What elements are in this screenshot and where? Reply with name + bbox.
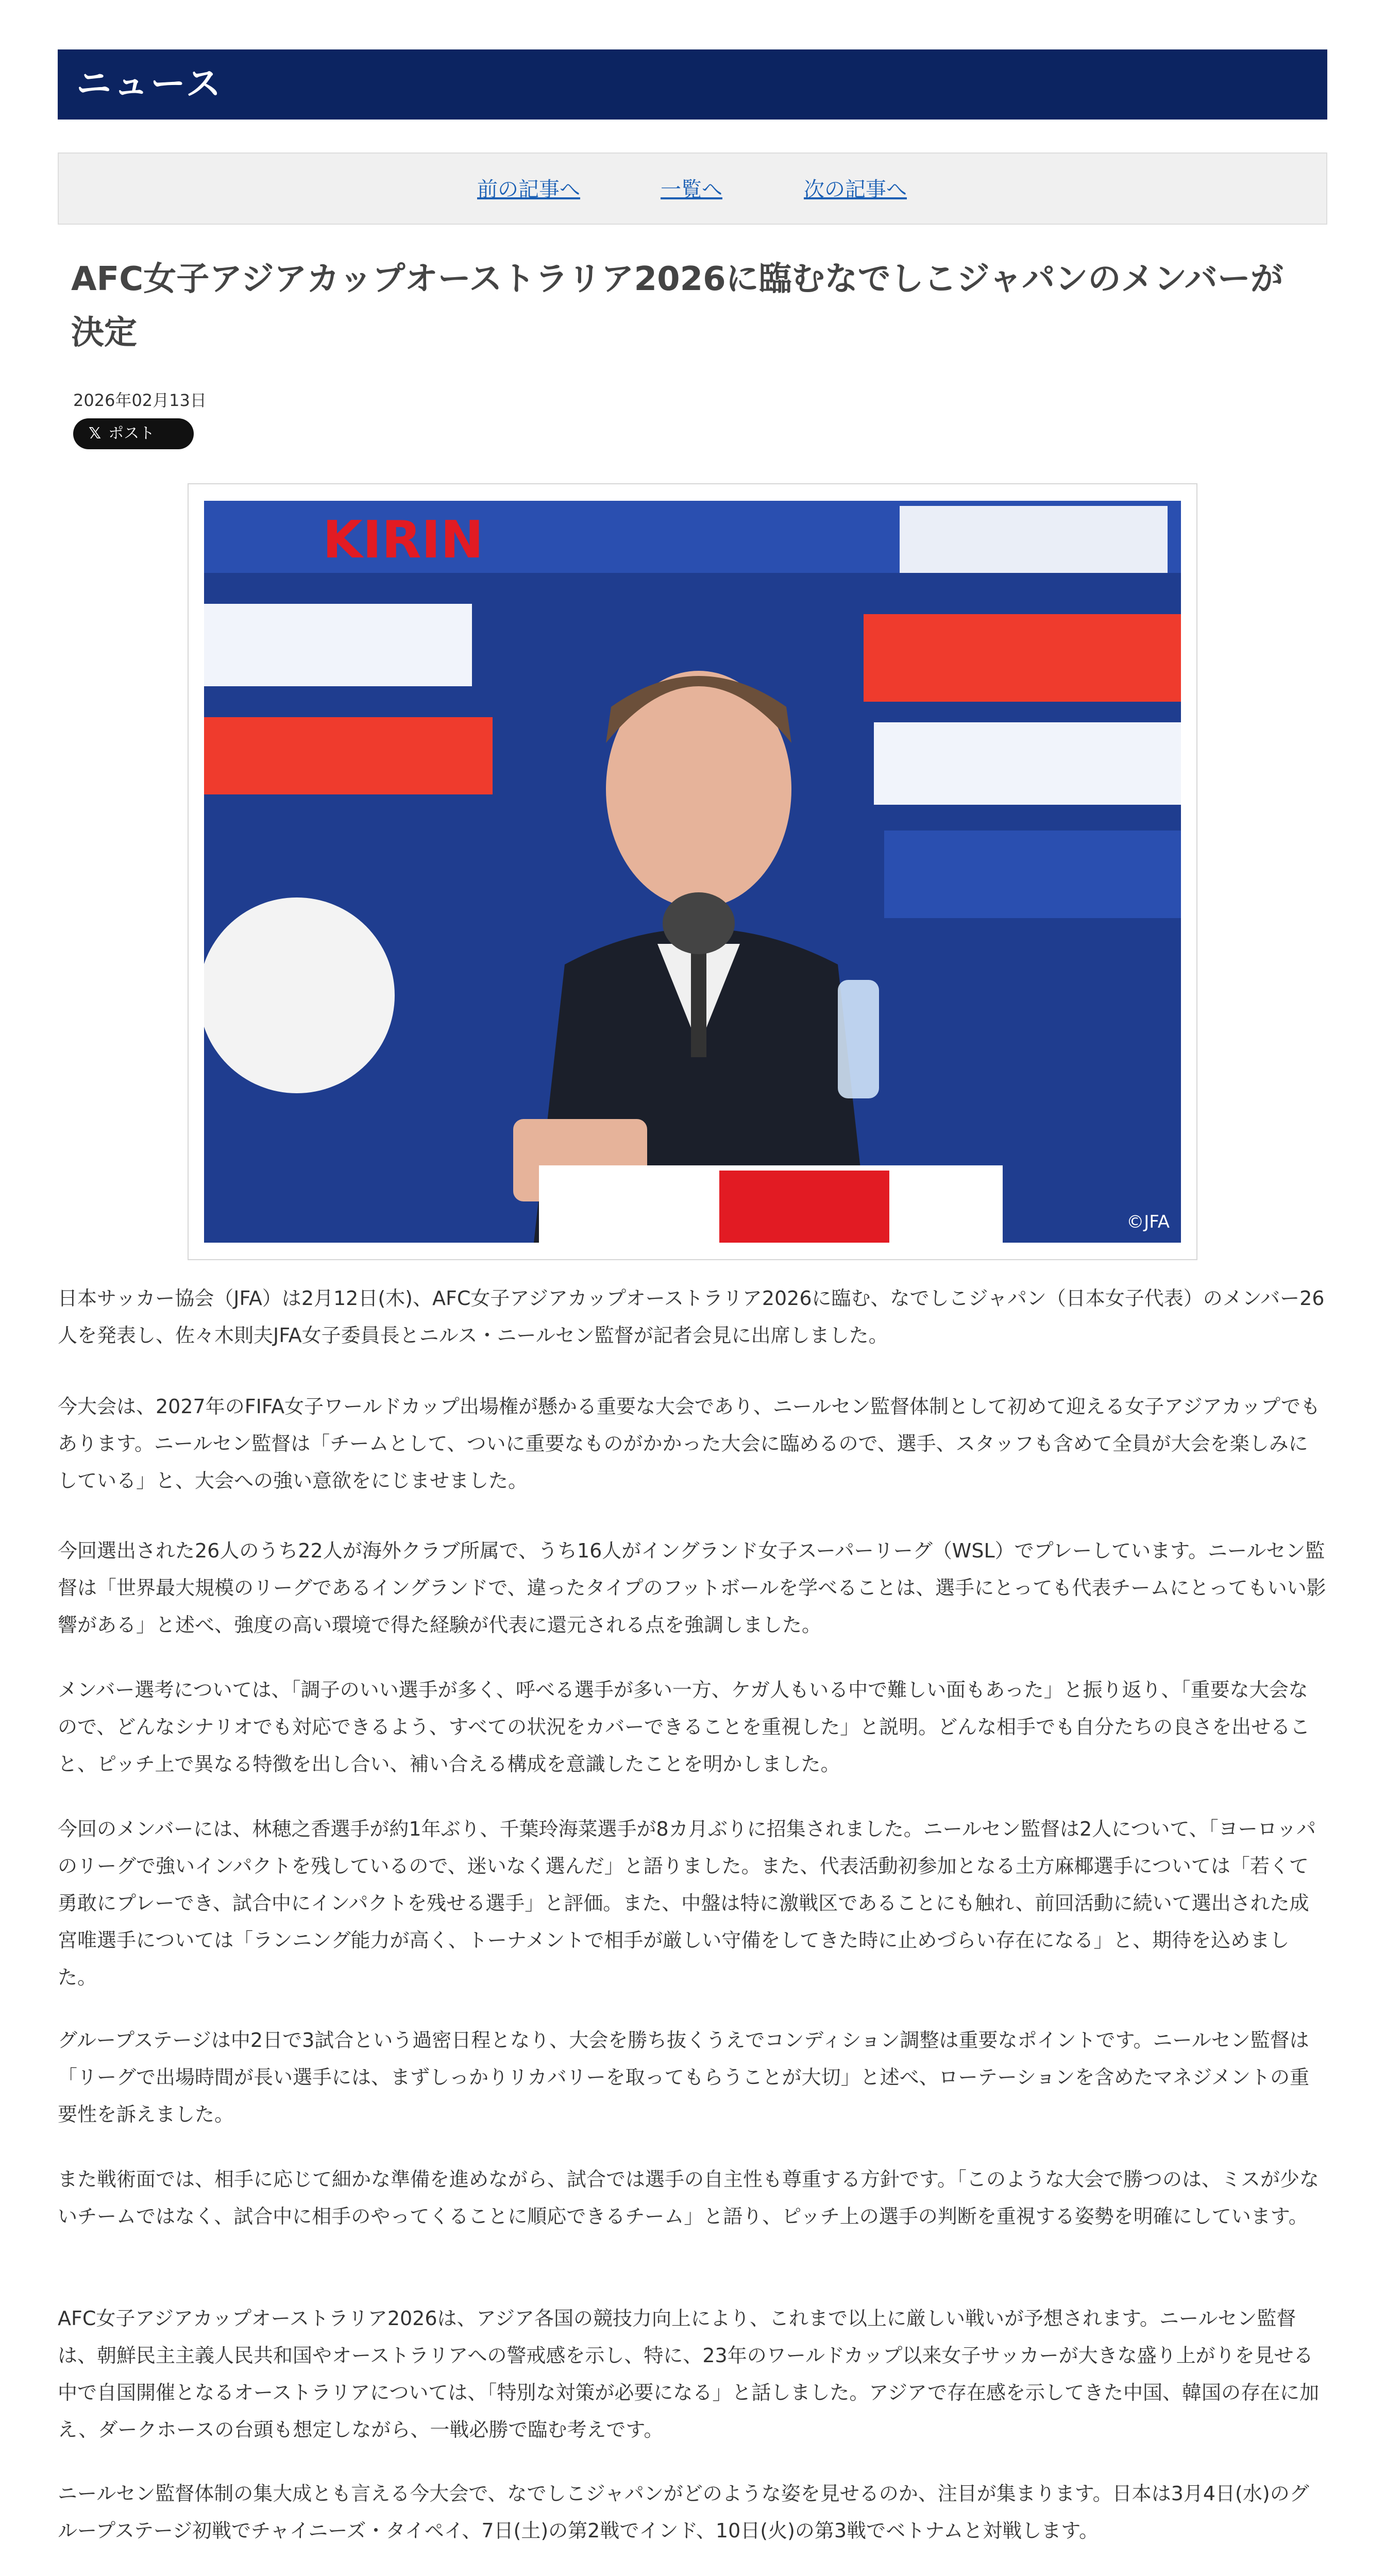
article-paragraph-7: また戦術面では、相手に応じて細かな準備を進めながら、試合では選手の自主性も尊重する方針です。「このような大会で勝つのは、ミスが少ないチームではなく、試合中に相手のやってくることに順応できるチーム」と語り、ピッチ上の選手の判断を重視する姿勢を明確にしています。	[58, 2168, 1319, 2228]
next-article-link[interactable]: 次の記事へ	[804, 178, 907, 201]
press-conference-photo-nielsen	[204, 501, 1181, 1243]
prev-article-link[interactable]: 前の記事へ	[477, 178, 580, 201]
article-paragraph-2: 今大会は、2027年のFIFA女子ワールドカップ出場権が懸かる重要な大会であり、ニールセン監督体制として初めて迎える女子アジアカップでもあります。ニールセン監督は「チームとして、ついに重要なものがかかった大会に臨めるので、選手、スタッフも含めて全員が大会を楽しみにしている」と、大会への強い意欲をにじませました。	[58, 1395, 1320, 1492]
x-post-button[interactable]	[73, 418, 194, 449]
article-title: AFC女子アジアカップオーストラリア2026に臨むなでしこジャパンのメンバーが決定	[71, 260, 1283, 352]
article-pager	[58, 152, 1327, 225]
article-list-link[interactable]: 一覧へ	[661, 178, 722, 201]
page-header: ニュース	[58, 49, 1327, 120]
article-paragraph-3: 今回選出された26人のうち22人が海外クラブ所属で、うち16人がイングランド女子スーパーリーグ（WSL）でプレーしています。ニールセン監督は「世界最大規模のリーグであるイングランドで、違ったタイプのフットボールを学べることは、選手にとっても代表チームにとってもいい影響がある」と述べ、強度の高い環境で得た経験が代表に還元される点を強調しました。	[58, 1539, 1326, 1636]
x-logo-icon: 𝕏	[89, 425, 102, 443]
article-paragraph-4: メンバー選考については、「調子のいい選手が多く、呼べる選手が多い一方、ケガ人もいる中で難しい面もあった」と振り返り、「重要な大会なので、どんなシナリオでも対応できるよう、すべての状況をカバーできることを重視した」と説明。どんな相手でも自分たちの良さを出せること、ピッチ上で異なる特徴を出し合い、補い合える構成を意識したことを明かしました。	[58, 1679, 1310, 1775]
svg-text:KIRIN: KIRIN	[323, 510, 484, 570]
article-paragraph-1: 日本サッカー協会（JFA）は2月12日(木)、AFC女子アジアカップオーストラリア2026に臨む、なでしこジャパン（日本女子代表）のメンバー26人を発表し、佐々木則夫JFA女子委員長とニルス・ニールセン監督が記者会見に出席しました。	[58, 1287, 1325, 1347]
article-paragraph-8: AFC女子アジアカップオーストラリア2026は、アジア各国の競技力向上により、これまで以上に厳しい戦いが予想されます。ニールセン監督は、朝鮮民主主義人民共和国やオーストラリアへの警戒感を示し、特に、23年のワールドカップ以来女子サッカーが大きな盛り上がりを見せる中で自国開催となるオーストラリアについては、「特別な対策が必要になる」と話しました。アジアで存在感を示してきた中国、韓国の存在に加え、ダークホースの台頭も想定しながら、一戦必勝で臨む考えです。	[58, 2307, 1319, 2441]
article-date: 2026年02月13日	[73, 391, 207, 410]
photo-credit: ©JFA	[1126, 1212, 1170, 1232]
x-post-label: ポスト	[108, 425, 155, 443]
photo-frame	[188, 483, 1197, 1260]
article-paragraph-9: ニールセン監督体制の集大成とも言える今大会で、なでしこジャパンがどのような姿を見せるのか、注目が集まります。日本は3月4日(水)のグループステージ初戦でチャイニーズ・タイペイ、7日(土)の第2戦でインド、10日(火)の第3戦でベトナムと対戦します。	[58, 2482, 1309, 2542]
press-photo-illustration	[204, 501, 1181, 1243]
article-paragraph-6: グループステージは中2日で3試合という過密日程となり、大会を勝ち抜くうえでコンディション調整は重要なポイントです。ニールセン監督は「リーグで出場時間が長い選手には、まずしっかりリカバリーを取ってもらうことが大切」と述べ、ローテーションを含めたマネジメントの重要性を訴えました。	[58, 2029, 1309, 2126]
article-paragraph-5: 今回のメンバーには、林穂之香選手が約1年ぶり、千葉玲海菜選手が8カ月ぶりに招集されました。ニールセン監督は2人について、「ヨーロッパのリーグで強いインパクトを残しているので、迷いなく選んだ」と語りました。また、代表活動初参加となる土方麻椰選手については「若くて勇敢にプレーでき、試合中にインパクトを残せる選手」と評価。また、中盤は特に激戦区であることにも触れ、前回活動に続いて選出された成宮唯選手については「ランニング能力が高く、トーナメントで相手が厳しい守備をしてきた時に止めづらい存在になる」と、期待を込めました。	[58, 1818, 1316, 1989]
